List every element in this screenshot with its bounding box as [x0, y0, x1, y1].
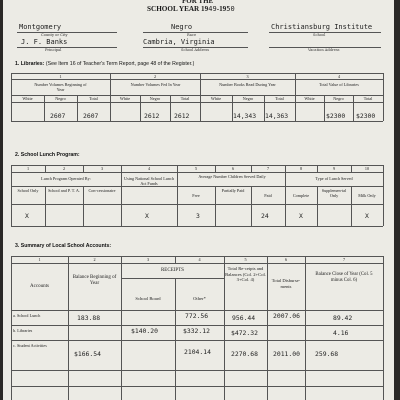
school-value: Christiansburg Institute	[271, 23, 373, 31]
lib-group-4: Total Value of Libraries	[319, 82, 359, 87]
acct-row-c-name: c. Student Activities	[13, 343, 47, 348]
acct-colnum-5: 5	[244, 257, 247, 262]
acct-row-a-balance-begin: 183.88	[77, 314, 101, 322]
header-for-text: FOR THE	[182, 0, 214, 5]
acct-row-b-other: $332.12	[183, 327, 210, 335]
libraries-heading: 1. Libraries: (See Item 16 of Teacher's Term Report, page 48 of the Register.)	[15, 61, 195, 67]
acct-row-c-other: 2104.14	[184, 348, 211, 356]
lunch-colnum-4: 4	[147, 166, 151, 171]
acct-row-a-disb: 2007.06	[273, 312, 300, 320]
acct-row-b-school-board: $140.20	[131, 327, 158, 335]
principal-value: J. F. Banks	[21, 38, 68, 46]
year-end: 50	[226, 5, 235, 13]
lib-sub-7: White	[210, 96, 222, 101]
lunch-sub-10: Milk Only	[358, 193, 376, 198]
school-year-line	[147, 5, 235, 13]
county-label: County or City	[41, 33, 68, 37]
lunch-group-attendance: Average Number Children Served Daily	[198, 174, 266, 179]
lunch-colnum-2: 2	[62, 166, 66, 171]
lib-group-3: Number Books Read During Year	[219, 82, 276, 87]
acct-colnum-3: 3	[146, 257, 150, 262]
lunch-sub-1: School Only	[17, 188, 39, 193]
lunch-colnum-9: 9	[332, 166, 336, 171]
lunch-sub-9: Supplemen-tal Only	[321, 188, 347, 198]
lunch-colnum-8: 8	[299, 166, 303, 171]
lib-value-negro-read: 14,343	[233, 112, 257, 120]
acct-colnum-6: 6	[284, 257, 288, 262]
lunch-value-complete: X	[299, 212, 303, 220]
lib-value-total-added: 2612	[174, 112, 190, 120]
acct-colnum-2: 2	[93, 257, 96, 262]
lib-sub-3: Total	[89, 96, 98, 101]
lib-value-total-value: $2300	[356, 112, 376, 120]
lib-value-negro-begin: 2607	[50, 112, 66, 120]
lib-value-negro-added: 2612	[144, 112, 160, 120]
acct-header-accounts: Accounts	[30, 284, 49, 289]
lunch-colnum-5: 5	[194, 166, 198, 171]
lib-group-1: Number Volumes Beginning of Year	[34, 82, 87, 92]
year-sep: -19	[216, 5, 227, 13]
acct-header-other: Other*	[193, 296, 206, 301]
lib-sub-5: Negro	[149, 96, 161, 101]
lunch-value-milk-only: X	[365, 212, 369, 220]
report-page	[3, 0, 394, 400]
acct-row-a-name: a. School Lunch	[13, 313, 41, 318]
acct-header-receipts: RECEIPTS	[160, 268, 185, 273]
lunch-colnum-1: 1	[26, 166, 30, 171]
lunch-value-school-only: X	[25, 212, 29, 220]
lib-colnum-2: 2	[153, 74, 157, 79]
school-year-prefix: SCHOOL YEAR 19	[147, 5, 209, 13]
principal-label: Principal	[45, 48, 62, 52]
acct-colnum-4: 4	[198, 257, 201, 262]
lib-colnum-3: 3	[246, 74, 249, 79]
lib-sub-11: Negro	[333, 96, 344, 101]
lib-sub-10: White	[304, 96, 315, 101]
address-value: Cambria, Virginia	[143, 38, 215, 46]
lib-value-total-read: 14,363	[265, 112, 289, 120]
lunch-sub-7: Paid	[264, 193, 272, 198]
lunch-colnum-10: 10	[364, 166, 370, 171]
vacation-label: Vacation Address	[308, 48, 340, 52]
lunch-group-type: Type of Lunch Served	[315, 176, 353, 181]
acct-row-a-balance-close: 89.42	[333, 314, 353, 322]
race-label: Race	[187, 33, 197, 37]
lunch-value-federal-funds: X	[145, 212, 149, 220]
acct-row-b-balance-close: 4.16	[333, 329, 349, 337]
acct-row-c-disb: 2011.00	[273, 350, 300, 358]
lunch-sub-2: School and P. T. A.	[48, 188, 80, 193]
lib-sub-9: Total	[275, 96, 284, 101]
acct-header-balance-begin: Balance Beginning of Year	[72, 275, 117, 286]
acct-row-b-name: b. Libraries	[13, 328, 33, 333]
acct-header-total-disb: Total Disburse-ments	[271, 278, 301, 289]
lunch-value-free: 3	[196, 212, 200, 220]
lunch-value-paid: 24	[261, 212, 269, 220]
race-value: Negro	[171, 23, 193, 31]
lunch-group-operated: Lunch Program Operated By:	[41, 176, 91, 181]
lunch-heading: 2. School Lunch Program:	[15, 152, 80, 158]
lib-sub-8: Negro	[242, 96, 254, 101]
lib-colnum-4: 4	[337, 74, 341, 79]
lib-sub-2: Negro	[55, 96, 66, 101]
lunch-sub-8: Complete	[292, 193, 310, 198]
acct-header-school-board: School Board	[135, 296, 161, 301]
acct-header-total-receipts: Total Re-ceipts and Balances (Col. 2+Col. 3+Col. 4)	[225, 266, 266, 283]
acct-colnum-1: 1	[38, 257, 41, 262]
lib-value-negro-value: $2300	[326, 112, 346, 120]
acct-colnum-7: 7	[342, 257, 346, 262]
lunch-sub-3: Con-cessionaire	[88, 188, 116, 193]
county-value: Montgomery	[19, 23, 62, 31]
lunch-sub-6: Partially Paid	[221, 188, 245, 193]
lunch-sub-4: Using National School Lunch Act Funds	[124, 176, 174, 186]
lib-group-2: Number Volumes Fed In Year	[130, 82, 181, 87]
lib-colnum-1: 1	[59, 74, 62, 79]
acct-row-c-balance-begin: $166.54	[74, 350, 101, 358]
lib-sub-1: White	[22, 96, 33, 101]
address-label: School Address	[181, 48, 210, 52]
acct-row-c-balance-close: 259.68	[315, 350, 339, 358]
acct-row-b-total: $472.32	[231, 329, 258, 337]
year-start: 49	[208, 5, 217, 13]
acct-header-balance-close: Balance Close of Year (Col. 5 minus Col. 6)	[315, 272, 373, 283]
lib-sub-6: Total	[180, 96, 190, 101]
acct-row-a-other: 772.56	[185, 312, 209, 320]
lunch-sub-5: Free	[192, 193, 200, 198]
lib-value-total-begin: 2607	[83, 112, 99, 120]
lunch-colnum-7: 7	[266, 166, 270, 171]
school-label: School	[313, 33, 326, 37]
lunch-colnum-3: 3	[100, 166, 104, 171]
acct-row-c-total: 2270.68	[231, 350, 258, 358]
lib-sub-4: White	[119, 96, 131, 101]
lunch-colnum-6: 6	[231, 166, 235, 171]
accounts-heading: 3. Summary of Local School Accounts:	[15, 243, 112, 249]
lib-sub-12: Total	[363, 96, 373, 101]
acct-row-a-total: 956.44	[232, 314, 256, 322]
